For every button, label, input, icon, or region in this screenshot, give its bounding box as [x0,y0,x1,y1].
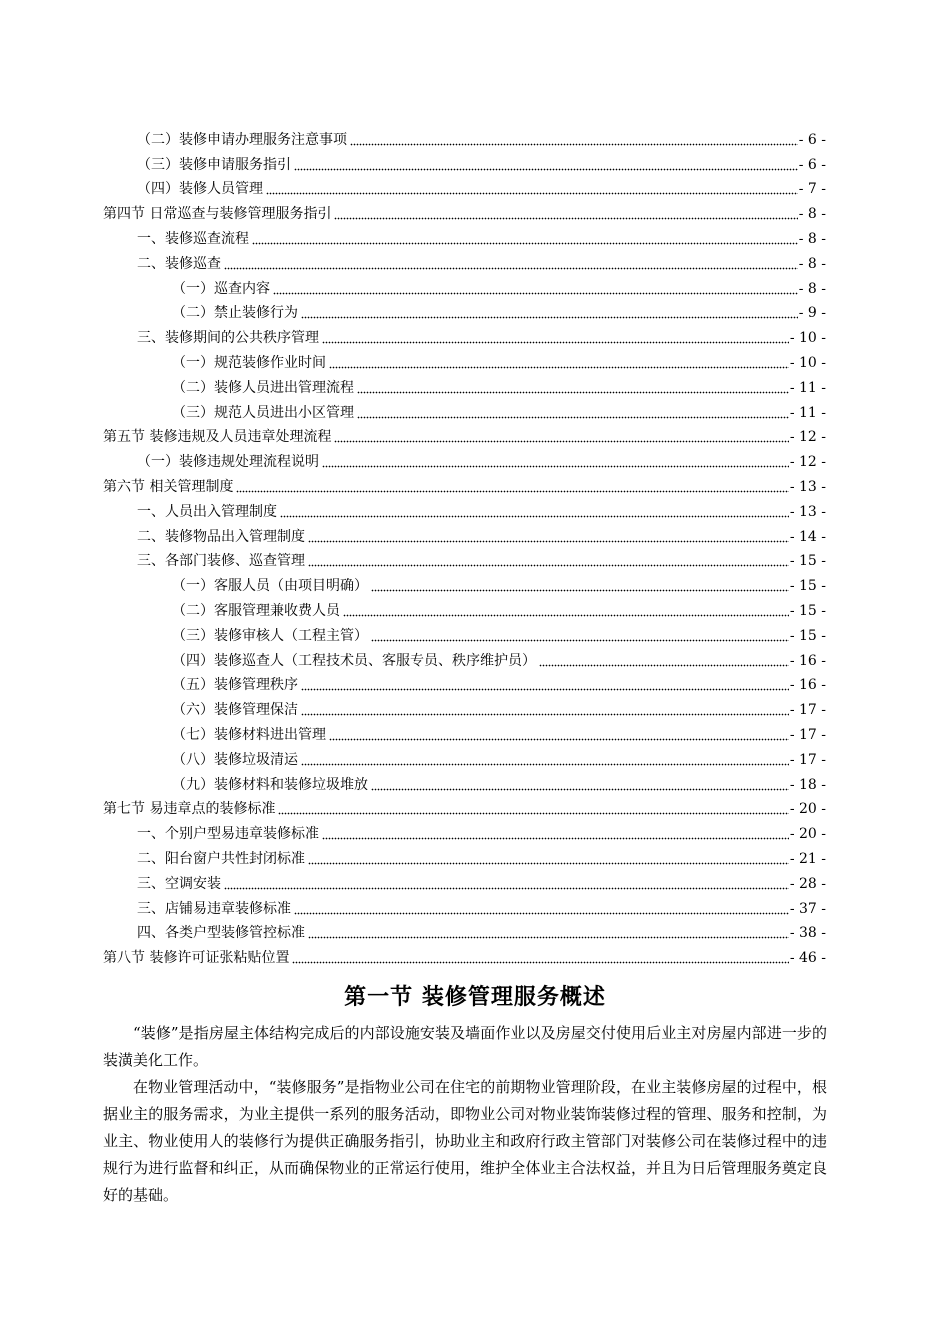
toc-entry-label: 二、装修物品出入管理制度 [137,528,305,545]
paragraph: 在物业管理活动中，“装修服务”是指物业公司在住宅的前期物业管理阶段，在业主装修房屋的过程中，根据业主的服务需求，为业主提供一系列的服务活动，即物业公司对物业装饰装修过程的管理、服务和控制，为业主、物业使用人的装修行为提供正确服务指引，协助业主和政府行政主管部门对装修公司在装修过程中的违规行为进行监督和纠正，从而确保物业的正常运行使用，维护全体业主合法权益，并且为日后管理服务奠定良好的基础。 [103,1078,827,1204]
toc-dot-leader [292,952,788,964]
toc-entry-label: 第五节 装修违规及人员违章处理流程 [103,429,332,446]
toc-entry-page-number: - 20 - [789,826,826,843]
toc-entry-page-number: - 12 - [789,429,826,446]
toc-entry-page-number: - 8 - [798,230,826,247]
toc-entry[interactable] [0,149,950,174]
toc-entry-page-number: - 8 - [798,206,826,223]
toc-entry[interactable] [0,595,950,620]
toc-entry-label: （九）装修材料和装修垃圾堆放 [172,776,368,793]
toc-entry-label: 三、装修期间的公共秩序管理 [137,330,319,347]
toc-entry-label: （一）客服人员（由项目明确） [172,578,368,595]
toc-dot-leader [371,630,789,642]
toc-entry-page-number: - 15 - [789,627,826,644]
toc-entry-label: 三、各部门装修、巡查管理 [137,553,305,570]
toc-entry[interactable] [0,694,950,719]
toc-entry-label: （一）规范装修作业时间 [172,354,326,371]
toc-entry[interactable] [0,273,950,298]
toc-entry-page-number: - 38 - [789,925,826,942]
toc-entry-label: 一、个别户型易违章装修标准 [137,826,319,843]
toc-entry[interactable] [0,942,950,967]
toc-entry-page-number: - 17 - [789,751,826,768]
toc-dot-leader [308,927,789,939]
toc-entry-page-number: - 10 - [789,330,826,347]
toc-entry[interactable] [0,521,950,546]
toc-dot-leader [224,878,789,890]
toc-dot-leader [329,729,789,741]
toc-dot-leader [322,828,789,840]
toc-entry-label: （三）装修审核人（工程主管） [172,627,368,644]
toc-entry[interactable] [0,372,950,397]
toc-dot-leader [301,704,789,716]
toc-dot-leader [301,307,798,319]
toc-entry-label: 一、装修巡查流程 [137,230,249,247]
toc-entry[interactable] [0,918,950,943]
toc-entry[interactable] [0,546,950,571]
toc-entry[interactable] [0,471,950,496]
toc-entry[interactable] [0,670,950,695]
toc-entry-page-number: - 28 - [789,875,826,892]
toc-entry[interactable] [0,446,950,471]
toc-entry-page-number: - 13 - [789,478,826,495]
toc-entry-page-number: - 21 - [789,850,826,867]
toc-entry-label: （二）装修申请办理服务注意事项 [137,131,347,148]
table-of-contents [0,124,950,967]
toc-entry[interactable] [0,769,950,794]
toc-entry-label: 第七节 易违章点的装修标准 [103,801,276,818]
toc-entry-label: （六）装修管理保洁 [172,702,298,719]
toc-entry-page-number: - 8 - [798,280,826,297]
toc-entry-label: （八）装修垃圾清运 [172,751,298,768]
toc-entry-page-number: - 16 - [789,652,826,669]
toc-dot-leader [334,208,797,220]
toc-entry-label: （四）装修巡查人（工程技术员、客服专员、秩序维护员） [172,652,536,669]
toc-entry-label: （二）禁止装修行为 [172,305,298,322]
toc-entry-page-number: - 16 - [789,677,826,694]
toc-dot-leader [301,754,789,766]
toc-entry[interactable] [0,124,950,149]
toc-dot-leader [252,233,798,245]
toc-dot-leader [357,407,789,419]
toc-entry-page-number: - 8 - [798,255,826,272]
toc-entry-page-number: - 15 - [789,578,826,595]
toc-entry[interactable] [0,570,950,595]
toc-entry-label: 三、店铺易违章装修标准 [137,900,291,917]
toc-dot-leader [371,580,789,592]
toc-entry-page-number: - 15 - [789,553,826,570]
toc-entry[interactable] [0,198,950,223]
toc-entry-page-number: - 17 - [789,702,826,719]
toc-entry-page-number: - 10 - [789,354,826,371]
toc-entry-page-number: - 11 - [789,379,826,396]
toc-entry-page-number: - 6 - [798,156,826,173]
toc-dot-leader [357,382,789,394]
toc-entry-page-number: - 37 - [789,900,826,917]
toc-entry-page-number: - 6 - [798,131,826,148]
toc-entry-label: （四）装修人员管理 [137,181,263,198]
toc-entry[interactable] [0,496,950,521]
toc-dot-leader [294,903,789,915]
toc-entry-page-number: - 20 - [789,801,826,818]
toc-entry-page-number: - 13 - [789,503,826,520]
toc-entry[interactable] [0,397,950,422]
toc-entry-page-number: - 46 - [789,950,826,967]
toc-entry[interactable] [0,893,950,918]
toc-dot-leader [329,357,789,369]
toc-dot-leader [322,456,789,468]
toc-entry[interactable] [0,223,950,248]
toc-entry[interactable] [0,298,950,323]
toc-entry[interactable] [0,645,950,670]
toc-entry-page-number: - 12 - [789,454,826,471]
toc-entry-label: （三）装修申请服务指引 [137,156,291,173]
toc-entry-page-number: - 7 - [798,181,826,198]
toc-dot-leader [539,655,789,667]
toc-entry-label: （七）装修材料进出管理 [172,726,326,743]
toc-entry-label: 四、各类户型装修管控标准 [137,925,305,942]
toc-entry[interactable] [0,322,950,347]
toc-entry-page-number: - 11 - [789,404,826,421]
toc-entry[interactable] [0,620,950,645]
toc-dot-leader [308,531,789,543]
toc-dot-leader [294,159,798,171]
toc-entry-label: 第八节 装修许可证张粘贴位置 [103,950,290,967]
toc-entry-label: 第六节 相关管理制度 [103,478,234,495]
toc-entry-label: 二、装修巡查 [137,255,221,272]
toc-dot-leader [301,679,789,691]
toc-dot-leader [334,431,788,443]
toc-entry-label: （一）巡查内容 [172,280,270,297]
toc-entry-label: （二）装修人员进出管理流程 [172,379,354,396]
toc-entry[interactable] [0,422,950,447]
toc-entry[interactable] [0,843,950,868]
toc-entry-label: （二）客服管理兼收费人员 [172,602,340,619]
toc-entry-page-number: - 15 - [789,602,826,619]
toc-dot-leader [280,506,789,518]
toc-dot-leader [350,134,798,146]
section-body [103,1020,827,1209]
toc-dot-leader [273,283,798,295]
toc-dot-leader [224,258,798,270]
toc-entry[interactable] [0,744,950,769]
toc-entry[interactable] [0,818,950,843]
toc-dot-leader [278,803,788,815]
toc-entry[interactable] [0,174,950,199]
toc-entry-label: （三）规范人员进出小区管理 [172,404,354,421]
toc-entry-label: 三、空调安装 [137,875,221,892]
toc-entry-label: （一）装修违规处理流程说明 [137,454,319,471]
toc-dot-leader [308,853,789,865]
toc-entry-label: 一、人员出入管理制度 [137,503,277,520]
toc-entry-page-number: - 18 - [789,776,826,793]
toc-entry[interactable] [0,719,950,744]
toc-entry[interactable] [0,248,950,273]
toc-entry-page-number: - 14 - [789,528,826,545]
toc-entry-page-number: - 9 - [798,305,826,322]
toc-dot-leader [236,481,788,493]
toc-entry[interactable] [0,347,950,372]
toc-entry-label: 第四节 日常巡查与装修管理服务指引 [103,206,332,223]
toc-entry[interactable] [0,794,950,819]
toc-entry-page-number: - 17 - [789,726,826,743]
toc-entry-label: 二、阳台窗户共性封闭标准 [137,850,305,867]
toc-dot-leader [322,332,789,344]
toc-entry-label: （五）装修管理秩序 [172,677,298,694]
paragraph: “装修”是指房屋主体结构完成后的内部设施安装及墙面作业以及房屋交付使用后业主对房屋内部进一步的装潢美化工作。 [103,1024,827,1069]
toc-entry[interactable] [0,868,950,893]
toc-dot-leader [343,605,789,617]
toc-dot-leader [371,779,789,791]
toc-dot-leader [266,183,798,195]
toc-dot-leader [308,555,789,567]
section-title: 第一节 装修管理服务概述 [344,985,606,1010]
